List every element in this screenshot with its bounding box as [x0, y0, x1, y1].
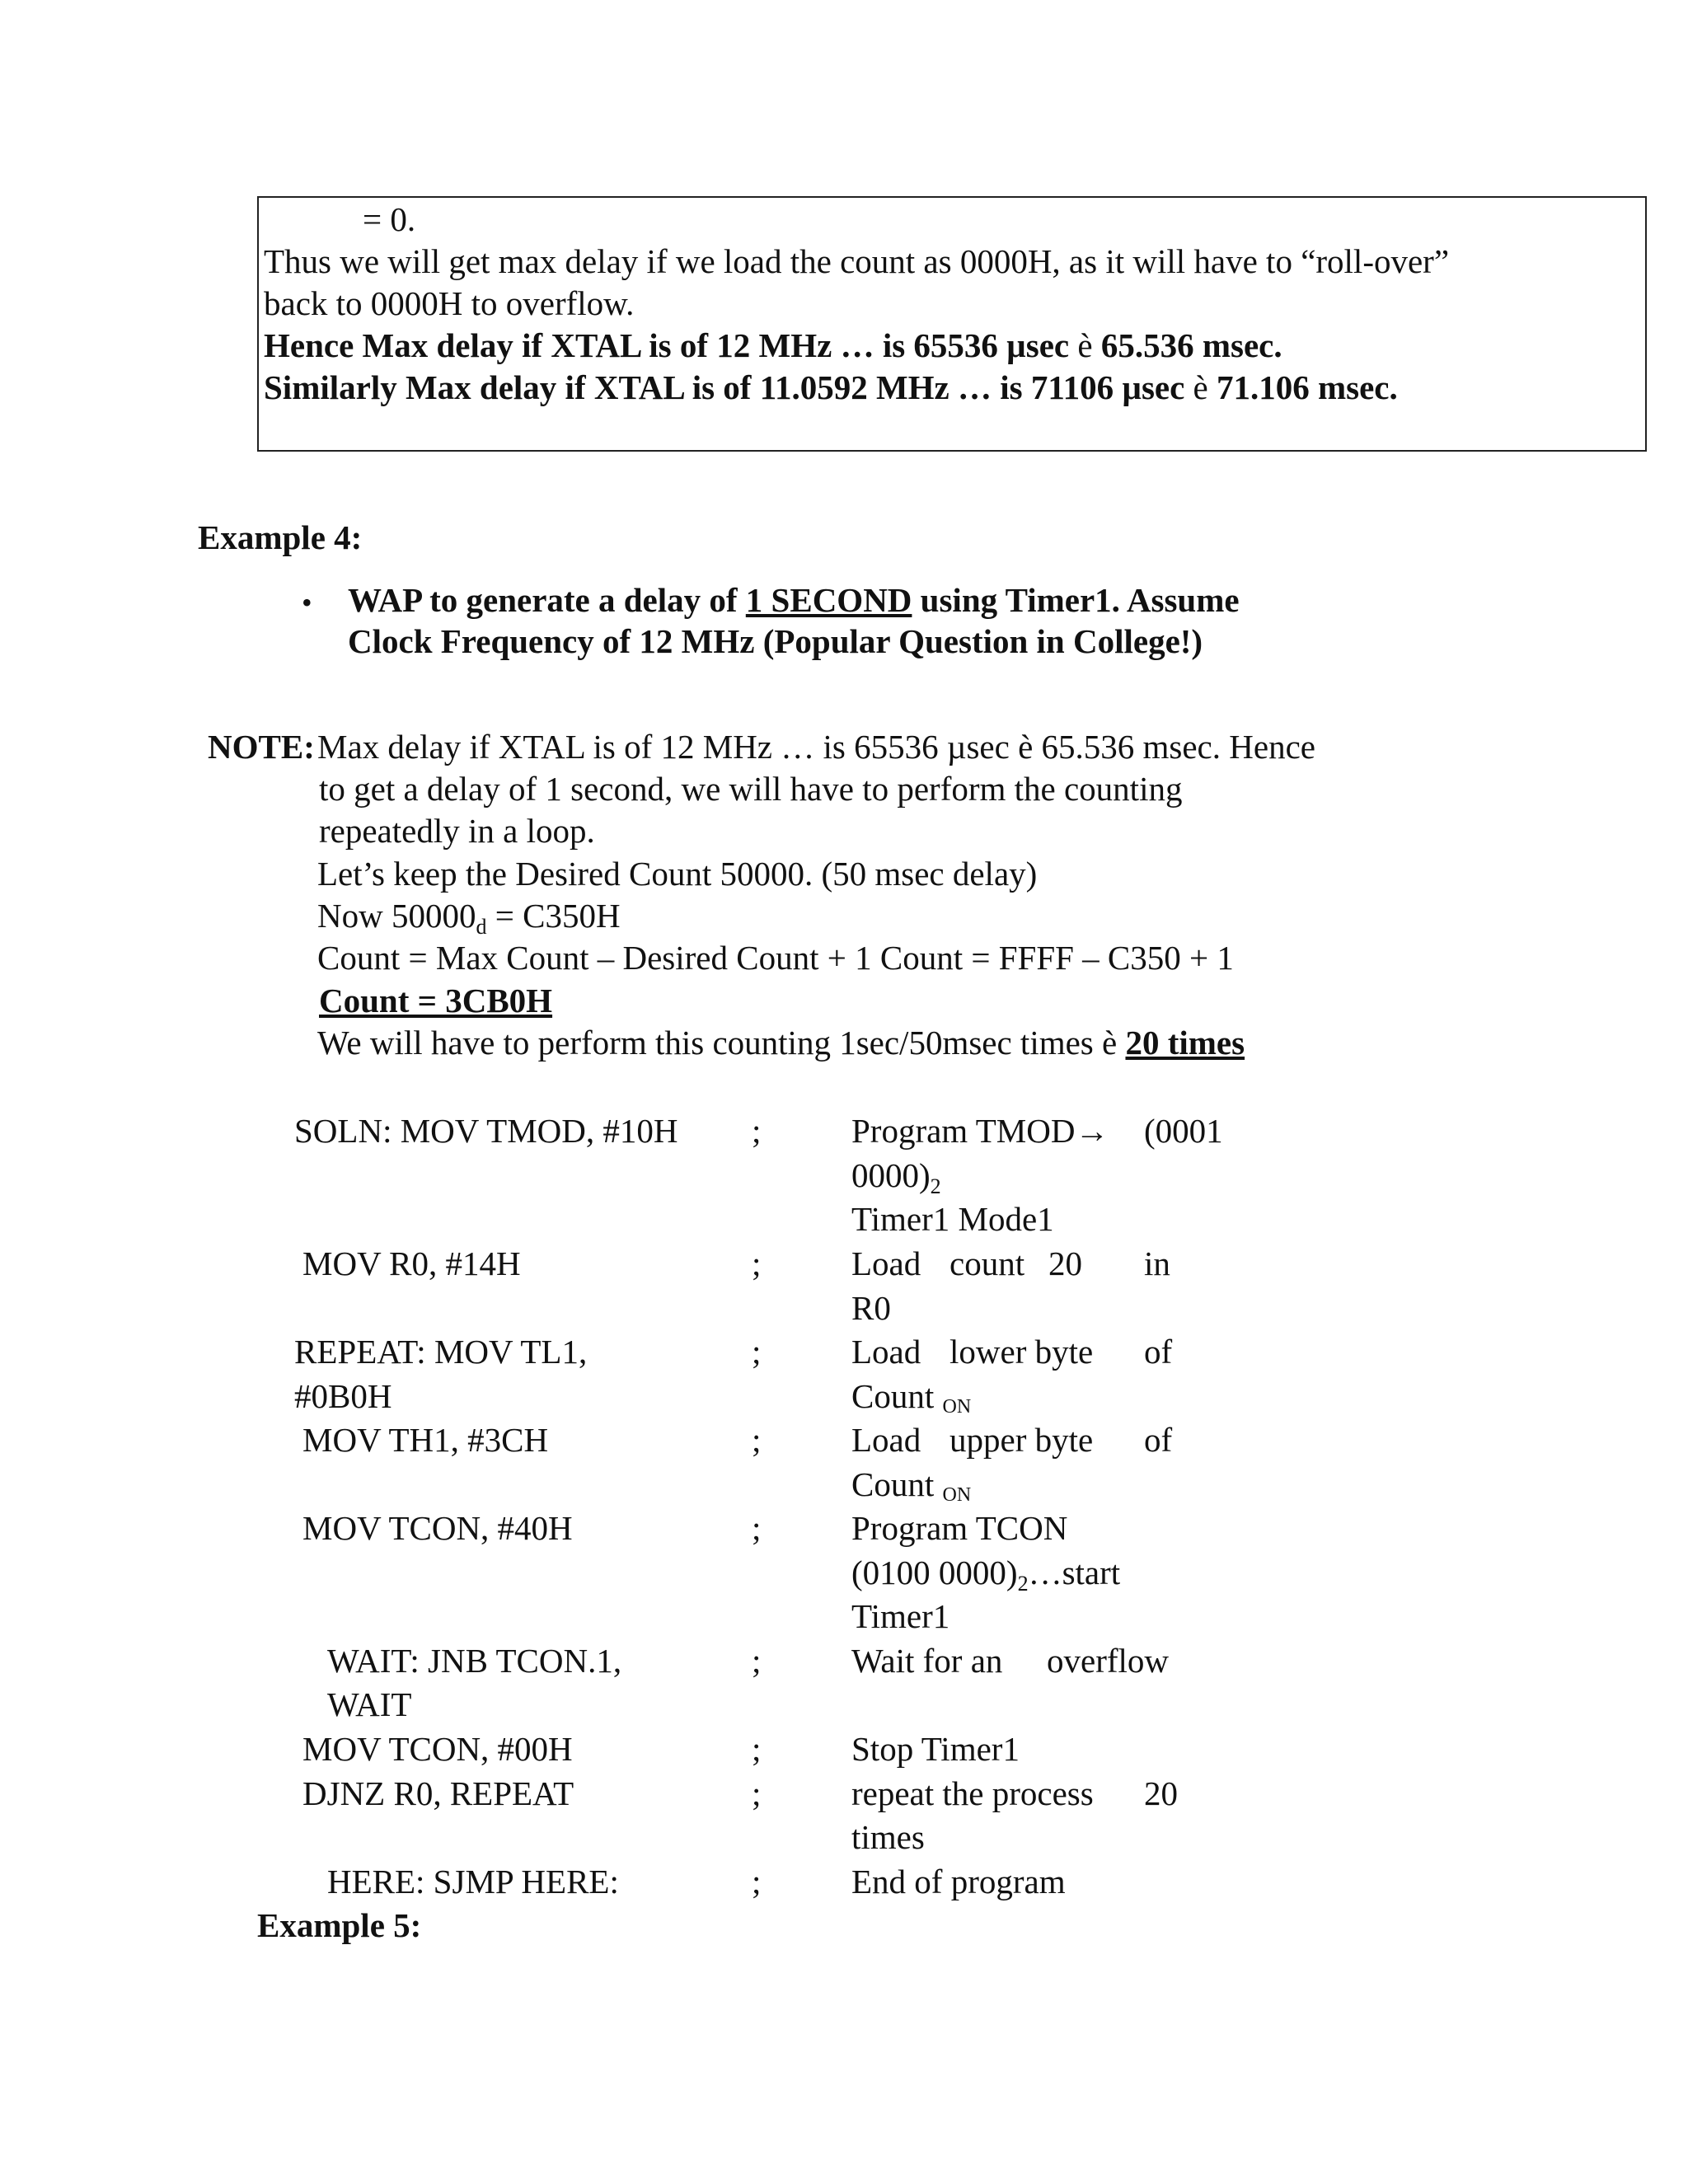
semicolon-wait: ; [752, 1642, 762, 1680]
comment-tcon-3: Timer1 [851, 1597, 950, 1635]
box-line-2: Thus we will get max delay if we load the count as 0000H, as it will have to “roll-over” [264, 242, 1450, 280]
comment-repeat-c: of [1144, 1333, 1173, 1371]
box-line-4-bold: Hence Max delay if XTAL is of 12 MHz … is 65536 µsec [264, 326, 1070, 364]
comment-wait-a: Wait for an [851, 1642, 1003, 1680]
instr-stop: MOV TCON, #00H [302, 1730, 573, 1768]
semicolon-th1: ; [752, 1421, 762, 1459]
comment-soln-2sub: 2 [930, 1174, 941, 1198]
bullet-icon: • [302, 586, 312, 619]
comment-here: End of program [851, 1863, 1066, 1900]
semicolon-repeat: ; [752, 1333, 762, 1371]
note-line-1: Max delay if XTAL is of 12 MHz … is 65536 µsec è 65.536 msec. Hence [317, 728, 1315, 766]
note-line-5-b: = C350H [486, 897, 621, 935]
box-line-5-arrow: è [1193, 368, 1208, 406]
instr-repeat-2: #0B0H [294, 1377, 392, 1415]
comment-r0-a: Load [851, 1244, 921, 1282]
box-line-4-arrow: è [1077, 326, 1093, 364]
question-part-1: WAP to generate a delay of [348, 581, 746, 619]
comment-tcon-2 [851, 1551, 1120, 1599]
note-line-2: to get a delay of 1 second, we will have to perform the counting [319, 770, 1183, 808]
comment-repeat-2 [851, 1375, 971, 1423]
comment-th1-c: of [1144, 1421, 1173, 1459]
instr-djnz: DJNZ R0, REPEAT [302, 1774, 574, 1812]
comment-soln-1: Program TMOD→ [851, 1112, 1109, 1150]
comment-soln-2 [851, 1154, 941, 1202]
comment-repeat-b: lower byte [950, 1333, 1094, 1371]
question-part-2: using Timer1. Assume [912, 581, 1240, 619]
note-line-5 [317, 894, 621, 942]
comment-r0-c: 20 [1048, 1244, 1082, 1282]
comment-soln-2a: 0000) [851, 1156, 931, 1194]
note-line-6: Count = Max Count – Desired Count + 1 Count = FFFF – C350 + 1 [317, 939, 1234, 977]
comment-djnz-a: repeat the process [851, 1774, 1094, 1812]
semicolon-djnz: ; [752, 1774, 762, 1812]
note-line-3: repeatedly in a loop. [319, 812, 595, 850]
box-line-4 [264, 324, 1282, 367]
instr-wait-1: WAIT: JNB TCON.1, [327, 1642, 622, 1680]
comment-r0-b: count [950, 1244, 1025, 1282]
comment-repeat-a: Load [851, 1333, 921, 1371]
comment-r0-d: in [1144, 1244, 1170, 1282]
instr-wait-2: WAIT [327, 1685, 412, 1723]
question-underline: 1 SECOND [745, 581, 912, 619]
comment-wait-b: overflow [1047, 1642, 1170, 1680]
semicolon-tcon: ; [752, 1509, 762, 1547]
note-line-8-a: We will have to perform this counting 1sec/50msec times è [317, 1024, 1126, 1062]
comment-soln-3: Timer1 Mode1 [851, 1200, 1054, 1238]
note-line-7: Count = 3CB0H [319, 982, 553, 1019]
instr-th1: MOV TH1, #3CH [302, 1421, 549, 1459]
comment-repeat-2sub: ON [942, 1396, 972, 1418]
instr-tcon: MOV TCON, #40H [302, 1509, 573, 1547]
note-line-8 [317, 1021, 1245, 1064]
comment-tcon-2a: (0100 0000) [851, 1554, 1018, 1591]
comment-repeat-2a: Count [851, 1377, 935, 1415]
comment-th1-b: upper byte [950, 1421, 1094, 1459]
semicolon-stop: ; [752, 1730, 762, 1768]
semicolon-soln: ; [752, 1112, 762, 1150]
comment-tcon-2sub: 2 [1017, 1572, 1029, 1596]
box-line-5-bold: Similarly Max delay if XTAL is of 11.0592 MHz … is 71106 µsec [264, 368, 1185, 406]
comment-tcon-2b: …start [1028, 1554, 1121, 1591]
example-4-heading: Example 4: [198, 518, 363, 556]
comment-th1-a: Load [851, 1421, 921, 1459]
comment-djnz-2: times [851, 1818, 925, 1856]
note-line-5-sub: d [476, 915, 487, 939]
box-line-5 [264, 366, 1398, 409]
semicolon-here: ; [752, 1863, 762, 1900]
comment-th1-2a: Count [851, 1465, 935, 1503]
comment-djnz-b: 20 [1144, 1774, 1178, 1812]
note-label: NOTE: [208, 728, 315, 766]
comment-r0-2: R0 [851, 1289, 891, 1327]
instr-soln: SOLN: MOV TMOD, #10H [294, 1112, 678, 1150]
comment-stop: Stop Timer1 [851, 1730, 1020, 1768]
comment-tcon-1: Program TCON [851, 1509, 1068, 1547]
comment-soln-1b: (0001 [1144, 1112, 1223, 1150]
box-line-4-end: 65.536 msec. [1100, 326, 1282, 364]
note-line-4: Let’s keep the Desired Count 50000. (50 msec delay) [317, 855, 1038, 893]
instr-here: HERE: SJMP HERE: [327, 1863, 619, 1900]
note-line-8-b: 20 times [1125, 1024, 1245, 1062]
question-line-1 [348, 579, 1240, 621]
instr-repeat-1: REPEAT: MOV TL1, [294, 1333, 588, 1371]
comment-th1-2sub: ON [942, 1484, 972, 1506]
semicolon-r0: ; [752, 1244, 762, 1282]
box-line-1: = 0. [363, 200, 416, 238]
box-line-3: back to 0000H to overflow. [264, 284, 635, 322]
instr-r0: MOV R0, #14H [302, 1244, 521, 1282]
note-line-5-a: Now 50000 [317, 897, 476, 935]
question-line-2: Clock Frequency of 12 MHz (Popular Question in College!) [348, 622, 1203, 660]
example-5-heading: Example 5: [257, 1906, 422, 1944]
comment-th1-2 [851, 1463, 971, 1511]
box-line-5-end: 71.106 msec. [1217, 368, 1398, 406]
